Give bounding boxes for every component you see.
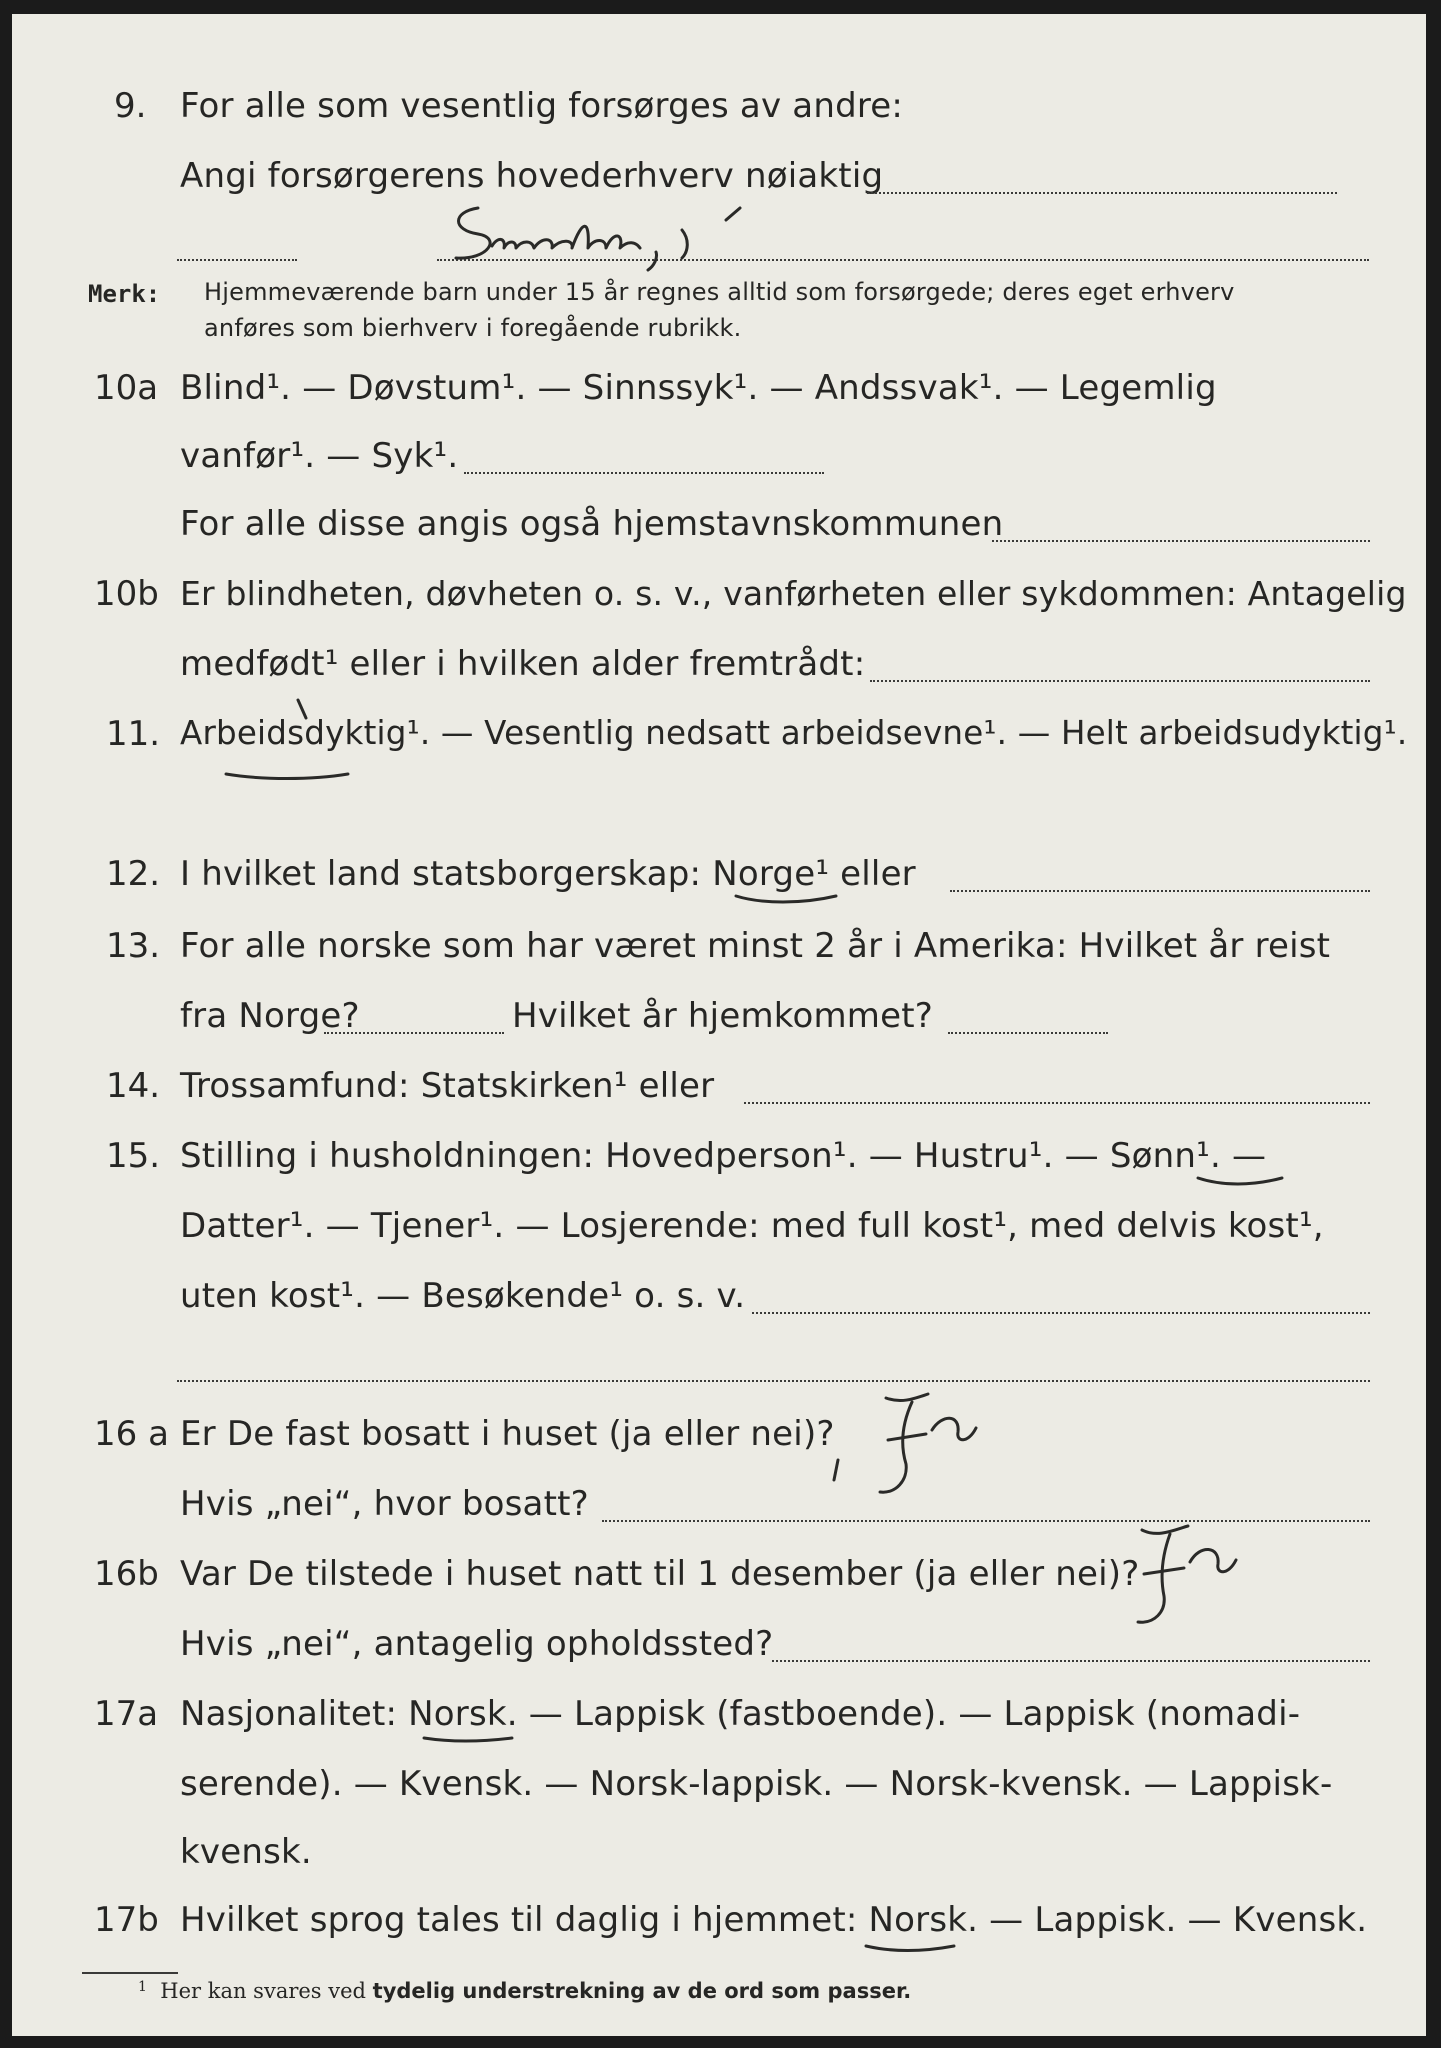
- q10a-number: 10a: [94, 368, 159, 408]
- footnote-text-1: Her kan svares ved: [160, 1979, 373, 2003]
- q17b-underline-mark: [862, 1938, 972, 1958]
- q16a-number: 16 a: [94, 1414, 169, 1454]
- q14-question: Trossamfund: Statskirken¹ eller: [180, 1066, 715, 1106]
- q12-question: I hvilket land statsborgerskap: Norge¹ eller: [180, 854, 916, 894]
- q10a-line-3: For alle disse angis også hjemstavnskommunen: [180, 504, 1004, 544]
- q16a-followup: Hvis „nei“, hvor bosatt?: [180, 1484, 589, 1524]
- q13-number: 13.: [106, 926, 161, 966]
- q9-question: For alle som vesentlig forsørges av andre:: [180, 86, 904, 126]
- q15-line-2: Datter¹. — Tjener¹. — Losjerende: med full kost¹, med delvis kost¹,: [180, 1206, 1324, 1246]
- merk-label: Merk:: [88, 280, 161, 308]
- q15-line-1: Stilling i husholdningen: Hovedperson¹. — Hustru¹. — Sønn¹. —: [180, 1136, 1267, 1176]
- q13-line-1: For alle norske som har været minst 2 år i Amerika: Hvilket år reist: [180, 926, 1331, 966]
- q10a-answer-line-1: [464, 472, 824, 474]
- q13-line-2a: fra Norge?: [180, 996, 360, 1036]
- q16a-question: Er De fast bosatt i huset (ja eller nei)?: [180, 1414, 835, 1454]
- q17a-line-1: Nasjonalitet: Norsk. — Lappisk (fastboende). — Lappisk (nomadi-: [180, 1694, 1301, 1734]
- q16b-answer-line: [772, 1660, 1370, 1662]
- q14-number: 14.: [106, 1066, 161, 1106]
- q16a-handwritten-ja: [872, 1384, 1052, 1504]
- merk-line-2: anføres som bierhverv i foregående rubrikk.: [204, 314, 742, 342]
- q16b-followup: Hvis „nei“, antagelig opholdssted?: [180, 1624, 774, 1664]
- q17a-line-2: serende). — Kvensk. — Norsk-lappisk. — Norsk-kvensk. — Lappisk-: [180, 1764, 1333, 1804]
- q10a-line-1: Blind¹. — Døvstum¹. — Sinnssyk¹. — Andssvak¹. — Legemlig: [180, 368, 1217, 408]
- q10b-line-1: Er blindheten, døvheten o. s. v., vanførheten eller sykdommen: Antagelig: [180, 574, 1407, 613]
- q16b-handwritten-ja: [1124, 1512, 1304, 1632]
- footnote-emphasis: tydelig understrekning av de ord som passer.: [372, 1979, 912, 2003]
- q17a-number: 17a: [94, 1694, 159, 1734]
- q15-underline-mark: [1192, 1164, 1302, 1194]
- q11-underline-mark: [222, 694, 372, 784]
- q10a-line-2: vanfør¹. — Syk¹.: [180, 436, 459, 476]
- q15-line-3: uten kost¹. — Besøkende¹ o. s. v.: [180, 1276, 746, 1316]
- footnote: [138, 1979, 911, 2003]
- q10b-answer-line: [870, 680, 1370, 682]
- q16b-question: Var De tilstede i huset natt til 1 desember (ja eller nei)?: [180, 1554, 1140, 1594]
- census-form-page: [12, 14, 1426, 2036]
- q10b-number: 10b: [94, 574, 159, 614]
- q17b-number: 17b: [94, 1900, 159, 1940]
- q11-number: 11.: [106, 714, 161, 754]
- q17a-underline-mark: [420, 1730, 530, 1750]
- q15-number: 15.: [106, 1136, 161, 1176]
- q13-line-2b: Hvilket år hjemkommet?: [512, 996, 933, 1036]
- q9-number: 9.: [114, 86, 147, 126]
- q10b-line-2: medfødt¹ eller i hvilken alder fremtrådt:: [180, 644, 866, 684]
- q9-answer-line-2a: [177, 259, 297, 261]
- q12-number: 12.: [106, 854, 161, 894]
- q16b-number: 16b: [94, 1554, 159, 1594]
- q16a-stray-mark: [826, 1454, 856, 1494]
- footnote-rule: [82, 1972, 178, 1974]
- q13-answer-line-2: [948, 1032, 1108, 1034]
- q10a-answer-line-2: [992, 540, 1370, 542]
- q17a-line-3: kvensk.: [180, 1832, 312, 1872]
- q13-answer-line-1: [324, 1032, 504, 1034]
- q9-prompt: Angi forsørgerens hovederhverv nøiaktig: [180, 156, 884, 196]
- q12-answer-line: [950, 890, 1370, 892]
- q15-answer-line-1: [752, 1312, 1370, 1314]
- footnote-marker: 1: [138, 1979, 147, 1995]
- q9-answer-line-1: [867, 192, 1337, 194]
- q14-answer-line: [744, 1102, 1370, 1104]
- q12-underline-mark: [732, 882, 852, 912]
- q15-answer-line-2: [177, 1380, 1370, 1382]
- merk-line-1: Hjemmeværende barn under 15 år regnes alltid som forsørgede; deres eget erhverv: [204, 278, 1235, 306]
- q11-options: Arbeidsdyktig¹. — Vesentlig nedsatt arbeidsevne¹. — Helt arbeidsudyktig¹.: [180, 714, 1408, 752]
- q17b-question: Hvilket sprog tales til daglig i hjemmet: Norsk. — Lappisk. — Kvensk.: [180, 1900, 1368, 1940]
- q9-handwritten-answer: [442, 200, 1002, 280]
